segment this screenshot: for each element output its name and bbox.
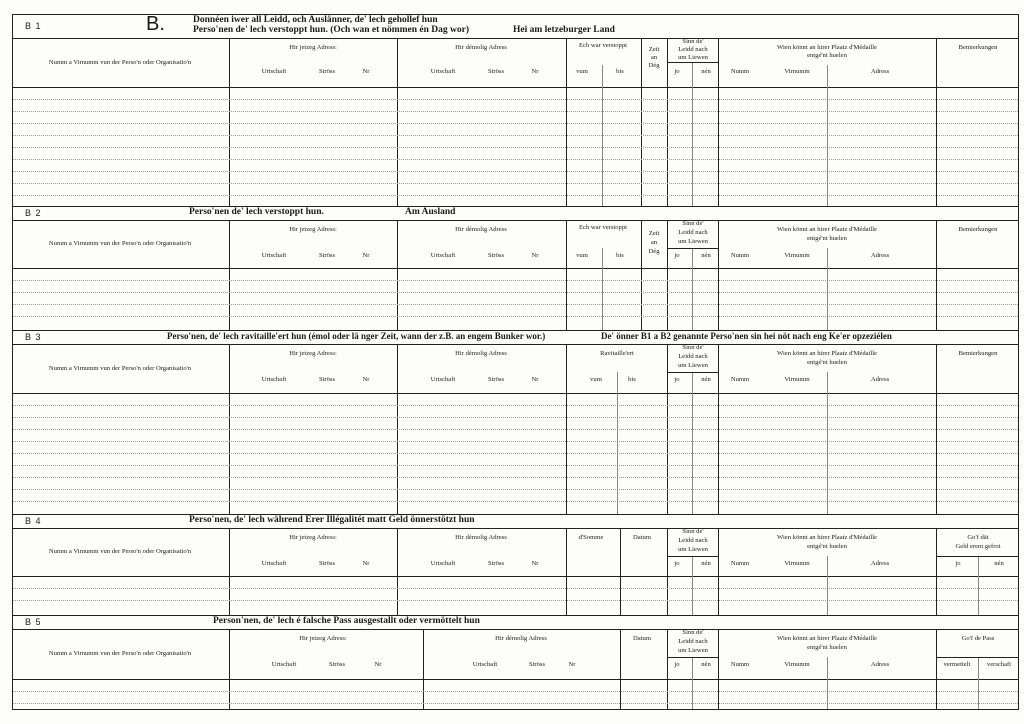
column-header: Adress (870, 376, 890, 383)
entry-line (13, 280, 1018, 281)
row-divider (936, 657, 1019, 658)
row-divider (12, 576, 1019, 577)
column-divider (397, 38, 398, 206)
column-divider (397, 528, 398, 615)
column-header: Hir démolig Adress (455, 44, 507, 51)
column-header: Hir démolig Adress (495, 635, 547, 642)
column-header: d'Somme (578, 534, 604, 541)
column-divider (936, 38, 937, 206)
column-header: Nr (362, 68, 370, 75)
section-title: Perso'nen, de' lech ravitaille'ert hun (émol oder lä nger Zeit, wann der z.B. an engem Bunker wor.) (167, 331, 546, 341)
column-divider (692, 62, 693, 206)
column-header: Ströss (318, 68, 336, 75)
column-header: Urtschaft (261, 252, 287, 259)
section-b4-header (13, 515, 1018, 529)
column-header: Ströss (487, 252, 505, 259)
column-header: vum (576, 252, 588, 259)
section-subtitle: Perso'nen de' lech verstoppt hun. (Och wan et nömmen én Dag wor) (193, 25, 470, 35)
column-divider (229, 629, 230, 709)
column-header: nén (701, 560, 711, 567)
entry-line (13, 703, 1018, 704)
column-header: Nr (531, 252, 539, 259)
entry-line (13, 316, 1018, 317)
column-header: Wien könnt an hirer Plaatz d'Médaille (777, 350, 877, 357)
column-divider (936, 528, 937, 615)
row-divider (936, 556, 1019, 557)
section-location: Hei am letzeburger Land (513, 25, 615, 35)
column-divider (641, 220, 642, 330)
entry-line (13, 135, 1018, 136)
column-header: bis (616, 252, 624, 259)
column-header: an (650, 54, 658, 61)
column-header: Numm (730, 68, 750, 75)
column-header: um Liewen (678, 362, 708, 369)
column-divider (827, 657, 828, 709)
column-header: Go'f dät (967, 534, 989, 541)
column-divider (566, 38, 567, 206)
column-header: nén (994, 560, 1004, 567)
column-header: Virnumm (784, 560, 810, 567)
section-code: B 1 (25, 21, 42, 31)
column-header: um Liewen (678, 238, 708, 245)
column-header: nén (701, 376, 711, 383)
column-header: Dég (648, 248, 660, 255)
column-divider (667, 528, 668, 615)
column-header: um Liewen (678, 54, 708, 61)
entry-line (13, 123, 1018, 124)
column-header: Go'f de Pass (961, 635, 995, 642)
column-header: Nr (568, 661, 576, 668)
column-header: Sinn de' (682, 344, 704, 351)
section-title: Person'nen, de' lech é falsche Pass ausgestallt oder vermöttelt hun (213, 616, 480, 626)
column-header: Numm (730, 661, 750, 668)
section-letter: B. (146, 13, 165, 35)
section-note: De' önner B1 a B2 genannte Perso'nen sin hei nöt nach eng Ke'er opzeziélen (601, 331, 892, 341)
column-header: Wien könnt an hirer Plaatz d'Médaille (777, 635, 877, 642)
column-divider (692, 248, 693, 330)
column-header: Leidd nach (678, 46, 708, 53)
column-divider (936, 220, 937, 330)
column-header: Hir démolig Adress (455, 534, 507, 541)
column-header: Numm (730, 376, 750, 383)
name-column-header: Numm a Virnumm vun der Perso'n oder Organisatio'n (48, 365, 192, 372)
column-header: bis (628, 376, 636, 383)
column-header: Nr (362, 560, 370, 567)
column-header: Urtschaft (261, 560, 287, 567)
column-header: Bemierkungen (958, 350, 998, 357)
column-divider (423, 629, 424, 709)
entry-line (13, 195, 1018, 196)
column-header: Nr (531, 560, 539, 567)
column-divider (667, 38, 668, 206)
entry-line (13, 147, 1018, 148)
sheet-bottom-border (12, 709, 1019, 710)
column-header: Leidd nach (678, 638, 708, 645)
column-header: Adress (870, 68, 890, 75)
column-divider (617, 372, 618, 514)
column-header: Ströss (487, 376, 505, 383)
entry-line (13, 304, 1018, 305)
column-header: Virnumm (784, 661, 810, 668)
column-header: Numm (730, 560, 750, 567)
column-header: Datum (633, 534, 651, 541)
column-divider (602, 248, 603, 330)
column-header: Ströss (318, 376, 336, 383)
column-divider (667, 220, 668, 330)
column-header: Sinn de' (682, 629, 704, 636)
column-header: verschaft (986, 661, 1012, 668)
column-divider (566, 220, 567, 330)
row-divider (12, 268, 1019, 269)
row-divider (12, 679, 1019, 680)
column-header: Urtschaft (261, 68, 287, 75)
section-location: Am Ausland (405, 207, 456, 217)
column-divider (827, 556, 828, 615)
column-header: Ströss (487, 68, 505, 75)
column-header: jo (674, 68, 680, 75)
column-header: entgé'nt huelen (807, 359, 847, 366)
column-divider (692, 372, 693, 514)
column-header: Nr (374, 661, 382, 668)
column-header: Sinn de' (682, 220, 704, 227)
section-code: B 4 (25, 516, 42, 526)
column-header: Datum (633, 635, 651, 642)
column-header: Sinn de' (682, 528, 704, 535)
column-header: nén (701, 661, 711, 668)
entry-line (13, 453, 1018, 454)
column-header: Urtschaft (430, 252, 456, 259)
column-divider (667, 629, 668, 709)
column-header: Ströss (328, 661, 346, 668)
column-divider (641, 38, 642, 206)
column-header: nén (701, 68, 711, 75)
column-header: Ströss (318, 560, 336, 567)
column-header: entgé'nt huelen (807, 644, 847, 651)
entry-line (13, 405, 1018, 406)
column-header: Hir démolig Adress (455, 226, 507, 233)
entry-line (13, 691, 1018, 692)
name-column-header: Numm a Virnumm vun der Perso'n oder Organisatio'n (48, 59, 192, 66)
entry-line (13, 477, 1018, 478)
section-b5-header (13, 616, 1018, 630)
column-header: nén (701, 252, 711, 259)
column-divider (827, 248, 828, 330)
column-divider (827, 65, 828, 206)
section-code: B 2 (25, 208, 42, 218)
entry-line (13, 465, 1018, 466)
column-header: um Liewen (678, 546, 708, 553)
entry-line (13, 417, 1018, 418)
column-divider (718, 220, 719, 330)
column-header: Adress (870, 560, 890, 567)
column-header: Leidd nach (678, 353, 708, 360)
name-column-header: Numm a Virnumm vun der Perso'n oder Organisatio'n (48, 650, 192, 657)
column-divider (397, 220, 398, 330)
column-header: Leidd nach (678, 537, 708, 544)
column-header: Geld erem gefrot (955, 543, 1001, 550)
column-divider (692, 657, 693, 709)
column-divider (566, 528, 567, 615)
section-title: Donnéen iwer all Leidd, och Auslänner, de' lech gehollef hun (193, 15, 438, 25)
column-header: Virnumm (784, 252, 810, 259)
column-header: um Liewen (678, 647, 708, 654)
entry-line (13, 588, 1018, 589)
column-header: Virnumm (784, 376, 810, 383)
column-header: Wien könnt an hirer Plaatz d'Médaille (777, 44, 877, 51)
column-header: Ravitaille'ert (600, 350, 634, 357)
column-header: jo (674, 560, 680, 567)
column-header: Ech war verstoppt (579, 224, 627, 231)
entry-line (13, 441, 1018, 442)
column-header: entgé'nt huelen (807, 543, 847, 550)
column-divider (620, 528, 621, 615)
entry-line (13, 159, 1018, 160)
column-header: Zeit (648, 230, 660, 237)
name-column-header: Numm a Virnumm vun der Perso'n oder Organisatio'n (48, 548, 192, 555)
column-header: Virnumm (784, 68, 810, 75)
column-header: Sinn de' (682, 38, 704, 45)
entry-line (13, 489, 1018, 490)
row-divider (667, 62, 718, 63)
column-header: Urtschaft (430, 376, 456, 383)
column-header: jo (674, 252, 680, 259)
section-code: B 3 (25, 332, 42, 342)
column-header: an (650, 239, 658, 246)
column-header: jo (674, 661, 680, 668)
column-header: Ech war verstoppt (579, 42, 627, 49)
column-divider (718, 629, 719, 709)
column-header: vum (590, 376, 602, 383)
column-header: Wien könnt an hirer Plaatz d'Médaille (777, 534, 877, 541)
section-b1-header (13, 15, 1018, 39)
entry-line (13, 292, 1018, 293)
entry-line (13, 600, 1018, 601)
column-divider (827, 372, 828, 514)
column-header: Ströss (528, 661, 546, 668)
column-header: Urtschaft (271, 661, 297, 668)
column-header: entgé'nt huelen (807, 52, 847, 59)
column-header: Hir jetzeg Adress: (289, 350, 337, 357)
column-divider (229, 220, 230, 330)
column-header: Nr (531, 68, 539, 75)
column-header: bis (616, 68, 624, 75)
row-divider (667, 372, 718, 373)
section-b3-header (13, 331, 1018, 345)
column-header: Dég (648, 62, 660, 69)
column-divider (978, 556, 979, 615)
column-header: Adress (870, 252, 890, 259)
column-divider (692, 556, 693, 615)
column-header: Ströss (318, 252, 336, 259)
column-header: Numm (730, 252, 750, 259)
row-divider (667, 657, 718, 658)
column-header: Zeit (648, 46, 660, 53)
column-header: Hir jetzeg Adress: (289, 534, 337, 541)
entry-line (13, 429, 1018, 430)
column-divider (936, 629, 937, 709)
section-title: Perso'nen de' lech verstoppt hun. (189, 207, 324, 217)
section-b5 (12, 615, 1019, 710)
section-code: B 5 (25, 617, 42, 627)
entry-line (13, 171, 1018, 172)
column-header: Bemierkungen (958, 44, 998, 51)
column-divider (978, 657, 979, 709)
row-divider (12, 87, 1019, 88)
row-divider (667, 556, 718, 557)
entry-line (13, 183, 1018, 184)
column-divider (229, 38, 230, 206)
column-header: vum (576, 68, 588, 75)
column-header: Adress (870, 661, 890, 668)
row-divider (12, 393, 1019, 394)
row-divider (667, 248, 718, 249)
entry-line (13, 99, 1018, 100)
column-header: entgé'nt huelen (807, 235, 847, 242)
column-header: jo (674, 376, 680, 383)
column-header: vermettelt (943, 661, 971, 668)
column-header: Nr (362, 376, 370, 383)
column-header: Leidd nach (678, 229, 708, 236)
name-column-header: Numm a Virnumm vun der Perso'n oder Organisatio'n (48, 240, 192, 247)
column-header: Nr (531, 376, 539, 383)
column-header: Urtschaft (430, 68, 456, 75)
column-header: Hir jetzeg Adress: (289, 226, 337, 233)
column-divider (602, 65, 603, 206)
column-divider (718, 528, 719, 615)
section-b1 (12, 14, 1019, 206)
entry-line (13, 111, 1018, 112)
column-divider (718, 38, 719, 206)
column-header: Ströss (487, 560, 505, 567)
column-header: jo (955, 560, 961, 567)
column-header: Urtschaft (430, 560, 456, 567)
column-divider (229, 528, 230, 615)
entry-line (13, 501, 1018, 502)
section-b2-header (13, 207, 1018, 221)
column-header: Hir démolig Adress (455, 350, 507, 357)
column-header: Urtschaft (472, 661, 498, 668)
column-header: Nr (362, 252, 370, 259)
column-header: Wien könnt an hirer Plaatz d'Médaille (777, 226, 877, 233)
column-header: Hir jetzeg Adress: (289, 44, 337, 51)
column-header: Bemierkungen (958, 226, 998, 233)
column-header: Hir jetzeg Adress: (299, 635, 347, 642)
column-header: Urtschaft (261, 376, 287, 383)
column-divider (620, 629, 621, 709)
section-title: Perso'nen, de' lech während Erer Illégalitét matt Geld önnerstötzt hun (189, 515, 475, 525)
